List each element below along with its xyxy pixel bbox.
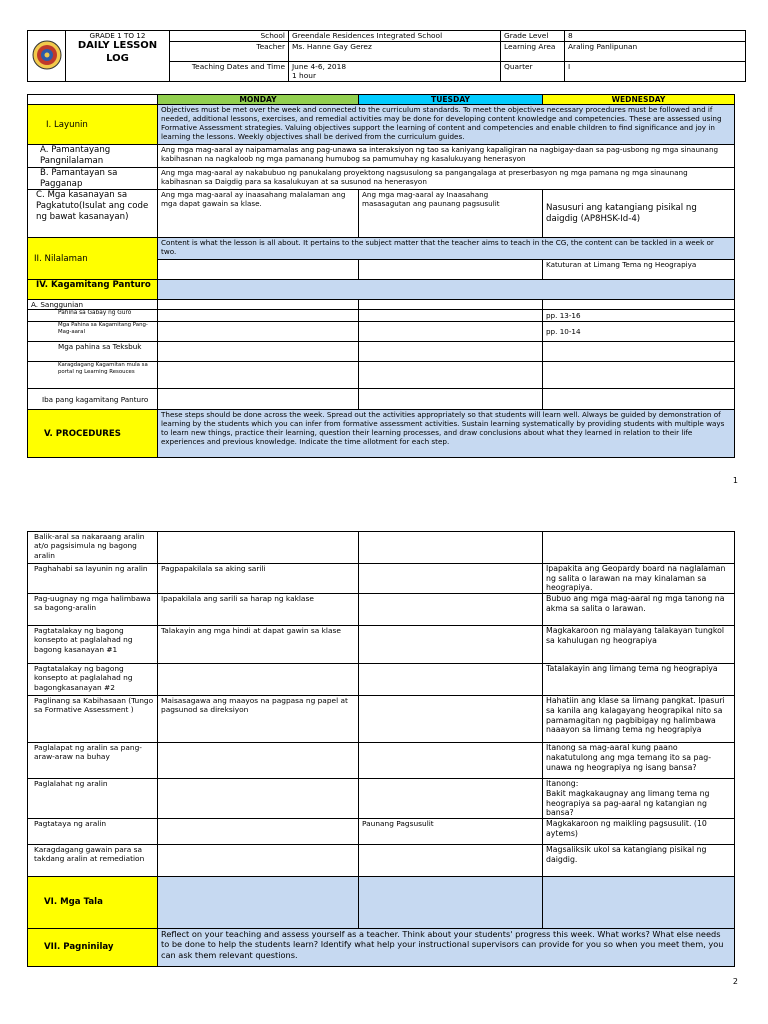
procedure-monday: Pagpapakilala sa aking sarili: [158, 564, 359, 594]
procedure-tuesday: [359, 626, 543, 664]
procedure-label: Paglalapat ng aralin sa pang-araw-araw na buhay: [28, 743, 158, 779]
time-text: 1 hour: [292, 71, 316, 81]
lesson-table-page2: [27, 531, 735, 967]
title-block: [66, 31, 170, 82]
quarter-label: Quarter: [501, 62, 565, 82]
procedures-label: V. PROCEDURES: [28, 410, 158, 458]
procedure-tuesday: [359, 594, 543, 626]
title-line2: LOG: [106, 52, 129, 64]
procedure-label: Pagtataya ng aralin: [28, 819, 158, 845]
procedure-row: [28, 532, 735, 564]
day-header-monday: MONDAY: [158, 95, 359, 105]
dates-text: June 4-6, 2018: [292, 62, 347, 71]
grade-label: GRADE 1 TO 12: [89, 31, 146, 40]
tala-wednesday: [543, 877, 735, 929]
sanggunian-tuesday: [359, 300, 543, 310]
pagninilay-label: VII. Pagninilay: [28, 929, 158, 967]
teksbuk-monday: [158, 342, 359, 362]
page-number-2: 2: [732, 977, 738, 986]
sanggunian-label: A. Sanggunian: [28, 300, 158, 310]
procedure-wednesday: Itanong sa mag-aaral kung paano nakatutulong ang mga temang ito sa pag-unawa ng heograpiya ng isang bansa?: [543, 743, 735, 779]
procedure-row: [28, 564, 735, 594]
procedure-monday: [158, 532, 359, 564]
procedure-wednesday: Hahatiin ang klase sa limang pangkat. Ipasuri sa kanila ang kalagayang heograpikal nito sa pamamagitan ng pagbibigay ng halimbawa naaayon sa limang tema ng heograpiya: [543, 696, 735, 743]
gabay-monday: [158, 310, 359, 322]
procedure-monday: Ipapakilala ang sarili sa harap ng kaklase: [158, 594, 359, 626]
pagganap-text: Ang mga mag-aaral ay nakabubuo ng panukalang proyektong nagsusulong sa pangangalaga at preserbasyon ng mga pamana ng mga sinaunang kabihasnan sa Daigdig para sa kasalukuyan at sa susunod na henerasyon: [158, 167, 735, 189]
pagganap-label: B. Pamantayan sa Pagganap: [28, 167, 158, 189]
lesson-table-page1: [27, 94, 735, 458]
procedure-monday: [158, 743, 359, 779]
title-line1: DAILY LESSON: [77, 40, 158, 51]
procedure-label: Karagdagang gawain para sa takdang aralin at remediation: [28, 845, 158, 877]
page-number-1: 1: [732, 476, 738, 485]
kasanayan-tuesday: Ang mga mag-aaral ay Inaasahang masasagutan ang paunang pagsusulit: [359, 190, 543, 238]
kasanayan-monday: Ang mga mag-aaral ay inaasahang malalaman ang mga dapat gawain sa klase.: [158, 190, 359, 238]
iba-monday: [158, 389, 359, 410]
procedure-wednesday: Itanong: Bakit magkakaugnay ang limang tema ng heograpiya sa pag-aaral ng katangian ng bansa?: [543, 779, 735, 819]
sanggunian-monday: [158, 300, 359, 310]
portal-monday: [158, 362, 359, 389]
pamantayan-label: A. Pamantayang Pangnilalaman: [28, 145, 158, 167]
quarter-value: I: [565, 62, 746, 82]
layunin-text: Objectives must be met over the week and connected to the curriculum standards. To meet the objectives necessary procedures must be followed and if needed, additional lessons, exercises, and remedial activities may be done for developing content knowledge and competencies. These are assessed using Formative Assessment strategies. Valuing objectives support the learning of content and competencies and enable children to find significance and joy in learning the lessons. Weekly objectives shall be derived from the curriculum guides.: [158, 105, 735, 145]
layunin-label: I. Layunin: [28, 105, 158, 145]
nilalaman-text: Content is what the lesson is all about. It pertains to the subject matter that the teacher aims to teach in the CG, the content can be tackled in a week or two.: [158, 238, 735, 260]
portal-tuesday: [359, 362, 543, 389]
procedure-label: Pagtatalakay ng bagong konsepto at paglalahad ng bagong kasanayan #1: [28, 626, 158, 664]
procedure-wednesday: Magsaliksik ukol sa katangiang pisikal ng daigdig.: [543, 845, 735, 877]
procedure-wednesday: [543, 532, 735, 564]
procedure-tuesday: [359, 664, 543, 696]
procedures-text: These steps should be done across the week. Spread out the activities appropriately so that students will learn well. Always be guided by demonstration of learning by the students which you can infer from formative assessment activities. Sustain learning systematically by providing students with multiple ways to learn new things, practice their learning, question their learning processes, and draw conclusions about what they learned in relation to their life experiences and previous knowledge. Indicate the time allotment for each step.: [158, 410, 735, 458]
procedure-monday: Talakayin ang mga hindi at dapat gawin sa klase: [158, 626, 359, 664]
procedure-tuesday: [359, 696, 543, 743]
deped-logo: [28, 31, 66, 82]
procedure-monday: [158, 664, 359, 696]
day-header-wednesday: WEDNESDAY: [543, 95, 735, 105]
procedure-row: [28, 626, 735, 664]
gabay-label: Pahina sa Gabay ng Guro: [28, 310, 158, 322]
procedure-label: Paglinang sa Kabihasaan (Tungo sa Formative Assessment ): [28, 696, 158, 743]
learning-area-value: Araling Panlipunan: [565, 42, 746, 62]
procedure-tuesday: [359, 779, 543, 819]
portal-label: Karagdagang Kagamitan mula sa portal ng Learning Resouces: [28, 362, 158, 389]
procedure-wednesday: Tatalakayin ang limang tema ng heograpiya: [543, 664, 735, 696]
nilalaman-monday: [158, 260, 359, 280]
iba-wednesday: [543, 389, 735, 410]
school-value: Greendale Residences Integrated School: [289, 31, 501, 42]
portal-wednesday: [543, 362, 735, 389]
procedure-monday: [158, 819, 359, 845]
tala-tuesday: [359, 877, 543, 929]
procedure-label: Pagtatalakay ng bagong konsepto at paglalahad ng bagongkasanayan #2: [28, 664, 158, 696]
school-label: School: [170, 31, 289, 42]
learning-area-label: Learning Area: [501, 42, 565, 62]
kasanayan-wednesday: Nasusuri ang katangiang pisikal ng daigdig (AP8HSK-Id-4): [543, 190, 735, 238]
procedure-tuesday: [359, 532, 543, 564]
teksbuk-wednesday: [543, 342, 735, 362]
kagamitan-pahina-monday: [158, 322, 359, 342]
teksbuk-tuesday: [359, 342, 543, 362]
dates-value: [289, 62, 501, 82]
header-table: [27, 30, 746, 82]
procedure-wednesday: Ipapakita ang Geopardy board na naglalaman ng salita o larawan na may kinalaman sa heograpiya.: [543, 564, 735, 594]
procedure-monday: Maisasagawa ang maayos na pagpasa ng papel at pagsunod sa direksiyon: [158, 696, 359, 743]
procedure-tuesday: [359, 564, 543, 594]
procedure-wednesday: Magkakaroon ng malayang talakayan tungkol sa kahulugan ng heograpiya: [543, 626, 735, 664]
kagamitan-pahina-tuesday: [359, 322, 543, 342]
dates-label: Teaching Dates and Time: [170, 62, 289, 82]
nilalaman-wednesday: Katuturan at Limang Tema ng Heograpiya: [543, 260, 735, 280]
kagamitan-fill: [158, 280, 735, 300]
procedure-row: [28, 743, 735, 779]
procedure-row: [28, 696, 735, 743]
procedure-label: Paghahabi sa layunin ng aralin: [28, 564, 158, 594]
tala-label: VI. Mga Tala: [28, 877, 158, 929]
procedure-row: [28, 594, 735, 626]
teacher-label: Teacher: [170, 42, 289, 62]
procedure-label: Balik-aral sa nakaraang aralin at/o pagsisimula ng bagong aralin: [28, 532, 158, 564]
procedure-row: [28, 819, 735, 845]
nilalaman-label: II. Nilalaman: [28, 238, 158, 280]
grade-level-value: 8: [565, 31, 746, 42]
procedure-tuesday: Paunang Pagsusulit: [359, 819, 543, 845]
procedure-row: [28, 845, 735, 877]
seal-icon: [32, 40, 62, 70]
sanggunian-wednesday: [543, 300, 735, 310]
pamantayan-text: Ang mga mag-aaral ay naipamamalas ang pag-unawa sa interaksiyon ng tao sa kaniyang kapaligiran na nagbigay-daan sa pag-usbong ng mga sinaunang kabihasnan na nagkaloob ng mga pamanang humubog sa pamumuhay ng kasalukuyang henerasyon: [158, 145, 735, 167]
iba-tuesday: [359, 389, 543, 410]
procedure-label: Paglalahat ng aralin: [28, 779, 158, 819]
procedure-row: [28, 664, 735, 696]
kasanayan-label: C. Mga kasanayan sa Pagkatuto(Isulat ang code ng bawat kasanayan): [28, 190, 158, 238]
teacher-value: Ms. Hanne Gay Gerez: [289, 42, 501, 62]
gabay-wednesday: pp. 13-16: [543, 310, 735, 322]
tala-monday: [158, 877, 359, 929]
pagninilay-text: Reflect on your teaching and assess yourself as a teacher. Think about your students' progress this week. What works? What else needs to be done to help the students learn? Identify what help your instructional supervisors can provide for you so when you meet them, you can ask them relevant questions.: [158, 929, 735, 967]
procedure-monday: [158, 779, 359, 819]
kagamitan-pahina-label: Mga Pahina sa Kagamitang Pang-Mag-aaral: [28, 322, 158, 342]
procedure-label: Pag-uugnay ng mga halimbawa sa bagong-aralin: [28, 594, 158, 626]
procedure-tuesday: [359, 743, 543, 779]
nilalaman-tuesday: [359, 260, 543, 280]
teksbuk-label: Mga pahina sa Teksbuk: [28, 342, 158, 362]
procedure-row: [28, 779, 735, 819]
kagamitan-label: IV. Kagamitang Panturo: [28, 280, 158, 300]
iba-label: Iba pang kagamitang Panturo: [28, 389, 158, 410]
gabay-tuesday: [359, 310, 543, 322]
procedure-wednesday: Bubuo ang mga mag-aaral ng mga tanong na akma sa salita o larawan.: [543, 594, 735, 626]
procedure-tuesday: [359, 845, 543, 877]
procedure-monday: [158, 845, 359, 877]
grade-level-label: Grade Level: [501, 31, 565, 42]
procedure-wednesday: Magkakaroon ng maikling pagsusulit. (10 aytems): [543, 819, 735, 845]
day-header-tuesday: TUESDAY: [359, 95, 543, 105]
day-header-blank: [28, 95, 158, 105]
kagamitan-pahina-wednesday: pp. 10-14: [543, 322, 735, 342]
